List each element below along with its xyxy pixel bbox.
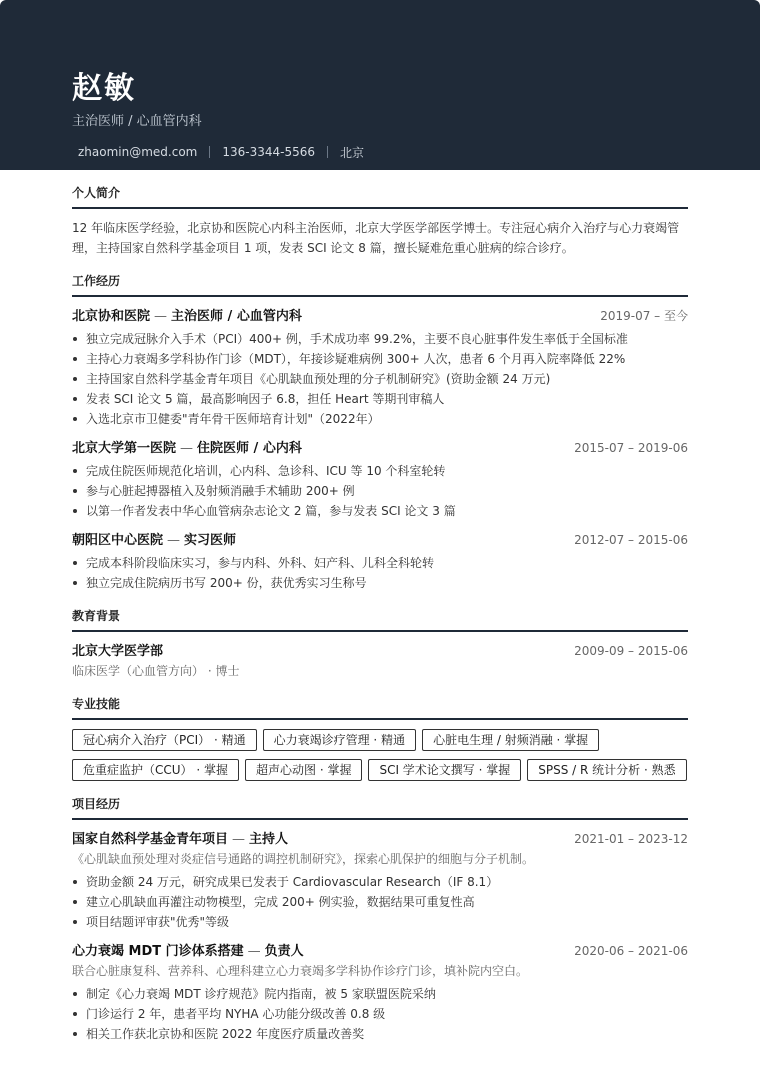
contact-divider [327, 146, 328, 158]
list-item: 独立完成冠脉介入手术（PCI）400+ 例，手术成功率 99.2%，主要不良心脏事件发生率低于全国标准 [72, 329, 688, 349]
work-role: 主治医师 / 心血管内科 [171, 309, 302, 324]
list-item: 建立心肌缺血再灌注动物模型，完成 200+ 例实验，数据结果可重复性高 [72, 892, 688, 912]
skill-tag: SPSS / R 统计分析 · 熟悉 [527, 759, 686, 781]
work-date: 2015-07 – 2019-06 [574, 441, 688, 455]
list-item: 完成住院医师规范化培训，心内科、急诊科、ICU 等 10 个科室轮转 [72, 461, 688, 481]
section-title-skills: 专业技能 [72, 697, 688, 720]
summary-text: 12 年临床医学经验，北京协和医院心内科主治医师，北京大学医学部医学博士。专注冠心病介入治疗与心力衰竭管理，主持国家自然科学基金项目 1 项，发表 SCI 论文 8 篇，擅长疑难危重心脏病的综合诊疗。 [72, 221, 680, 255]
list-item: 资助金额 24 万元，研究成果已发表于 Cardiovascular Research（IF 8.1） [72, 872, 688, 892]
work-list [72, 307, 688, 593]
skill-tag: 冠心病介入治疗（PCI） · 精通 [72, 729, 257, 751]
education-detail: 临床医学（心血管方向） · 博士 [72, 664, 240, 678]
candidate-name: 赵敏 [72, 71, 136, 106]
project-date: 2020-06 – 2021-06 [574, 944, 688, 958]
work-entry: 朝阳区中心医院 — 实习医师 2012-07 – 2015-06 完成本科阶段临床实习，参与内科、外科、妇产科、儿科全科轮转 独立完成住院病历书写 200+ 份，获优秀实习生称号 [72, 531, 688, 593]
work-entry: 北京协和医院 — 主治医师 / 心血管内科 2019-07 – 至今 独立完成冠脉介入手术（PCI）400+ 例，手术成功率 99.2%，主要不良心脏事件发生率低于全国标准 主持心力衰竭多学科协作门诊（MDT），年接诊疑难病例 300+ 人次，患者 6 个月再入院率降低 22% 主持国家自然科学基金青年项目《心肌缺血预处理的分子机制研究》(资助金额 24 万元) 发表 SCI 论文 5 篇，最高影响因子 6.8，担任 Heart 等期刊审稿人 入选北京市卫健委"青年骨干医师培育计划"（2022年） [72, 307, 688, 429]
list-item: 完成本科阶段临床实习，参与内科、外科、妇产科、儿科全科轮转 [72, 553, 688, 573]
list-item: 独立完成住院病历书写 200+ 份，获优秀实习生称号 [72, 573, 688, 593]
work-org: 朝阳区中心医院 [72, 533, 164, 548]
contact-divider [209, 146, 210, 158]
section-title-work: 工作经历 [72, 274, 688, 297]
project-role: 主持人 [249, 832, 289, 847]
section-title-summary: 个人简介 [72, 186, 688, 209]
project-desc: 《心肌缺血预处理对炎症信号通路的调控机制研究》，探索心肌保护的细胞与分子机制。 [72, 852, 535, 866]
list-item: 相关工作获北京协和医院 2022 年度医疗质量改善奖 [72, 1024, 688, 1044]
education-date: 2009-09 – 2015-06 [574, 644, 688, 658]
work-date: 2019-07 – 至今 [600, 309, 688, 323]
list-item: 入选北京市卫健委"青年骨干医师培育计划"（2022年） [72, 409, 688, 429]
work-role: 实习医师 [184, 533, 237, 548]
project-name: 心力衰竭 MDT 门诊体系搭建 [72, 944, 244, 959]
contact-email[interactable]: zhaomin@med.com [78, 145, 198, 159]
education-entry [72, 642, 688, 681]
skill-tag: 心力衰竭诊疗管理 · 精通 [263, 729, 416, 751]
list-item: 门诊运行 2 年，患者平均 NYHA 心功能分级改善 0.8 级 [72, 1004, 688, 1024]
skill-tag: 心脏电生理 / 射频消融 · 掌握 [422, 729, 599, 751]
project-name: 国家自然科学基金青年项目 [72, 832, 229, 847]
project-entry: 国家自然科学基金青年项目 — 主持人 2021-01 – 2023-12 《心肌缺血预处理对炎症信号通路的调控机制研究》，探索心肌保护的细胞与分子机制。 资助金额 24 万元，研究成果已发表于 Cardiovascular Research（IF 8.1） 建立心肌缺血再灌注动物模型，完成 200+ 例实验，数据结果可重复性高 项目结题评审获"优秀"等级 [72, 830, 688, 932]
project-entry: 心力衰竭 MDT 门诊体系搭建 — 负责人 2020-06 – 2021-06 联合心脏康复科、营养科、心理科建立心力衰竭多学科协作诊疗门诊，填补院内空白。 制定《心力衰竭 MDT 诊疗规范》院内指南，被 5 家联盟医院采纳 门诊运行 2 年，患者平均 NYHA 心功能分级改善 0.8 级 相关工作获北京协和医院 2022 年度医疗质量改善奖 [72, 942, 688, 1044]
work-entry: 北京大学第一医院 — 住院医师 / 心内科 2015-07 – 2019-06 完成住院医师规范化培训，心内科、急诊科、ICU 等 10 个科室轮转 参与心脏起搏器植入及射频消融手术辅助 200+ 例 以第一作者发表中华心血管病杂志论文 2 篇，参与发表 SCI 论文 3 篇 [72, 439, 688, 521]
candidate-title: 主治医师 / 心血管内科 [72, 114, 202, 129]
education-school: 北京大学医学部 [72, 644, 164, 659]
project-role: 负责人 [264, 944, 304, 959]
list-item: 项目结题评审获"优秀"等级 [72, 912, 688, 932]
skill-tag: 超声心动图 · 掌握 [245, 759, 362, 781]
contact-city: 北京 [340, 145, 365, 160]
work-org: 北京协和医院 [72, 309, 151, 324]
list-item: 主持心力衰竭多学科协作门诊（MDT），年接诊疑难病例 300+ 人次，患者 6 个月再入院率降低 22% [72, 349, 688, 369]
project-desc: 联合心脏康复科、营养科、心理科建立心力衰竭多学科协作诊疗门诊，填补院内空白。 [72, 964, 529, 978]
contact-bar [72, 144, 688, 160]
project-date: 2021-01 – 2023-12 [574, 832, 688, 846]
list-item: 以第一作者发表中华心血管病杂志论文 2 篇，参与发表 SCI 论文 3 篇 [72, 501, 688, 521]
skill-tag: SCI 学术论文撰写 · 掌握 [368, 759, 521, 781]
project-list [72, 830, 688, 1044]
contact-phone[interactable]: 136-3344-5566 [222, 145, 316, 159]
work-org: 北京大学第一医院 [72, 441, 177, 456]
list-item: 主持国家自然科学基金青年项目《心肌缺血预处理的分子机制研究》(资助金额 24 万元) [72, 369, 688, 389]
section-title-projects: 项目经历 [72, 797, 688, 820]
list-item: 参与心脏起搏器植入及射频消融手术辅助 200+ 例 [72, 481, 688, 501]
section-title-education: 教育背景 [72, 609, 688, 632]
resume-body [0, 186, 760, 1044]
list-item: 发表 SCI 论文 5 篇，最高影响因子 6.8，担任 Heart 等期刊审稿人 [72, 389, 688, 409]
resume-header [0, 0, 760, 170]
list-item: 制定《心力衰竭 MDT 诊疗规范》院内指南，被 5 家联盟医院采纳 [72, 984, 688, 1004]
work-role: 住院医师 / 心内科 [197, 441, 302, 456]
work-date: 2012-07 – 2015-06 [574, 533, 688, 547]
skills-list [72, 729, 688, 781]
skill-tag: 危重症监护（CCU） · 掌握 [72, 759, 239, 781]
